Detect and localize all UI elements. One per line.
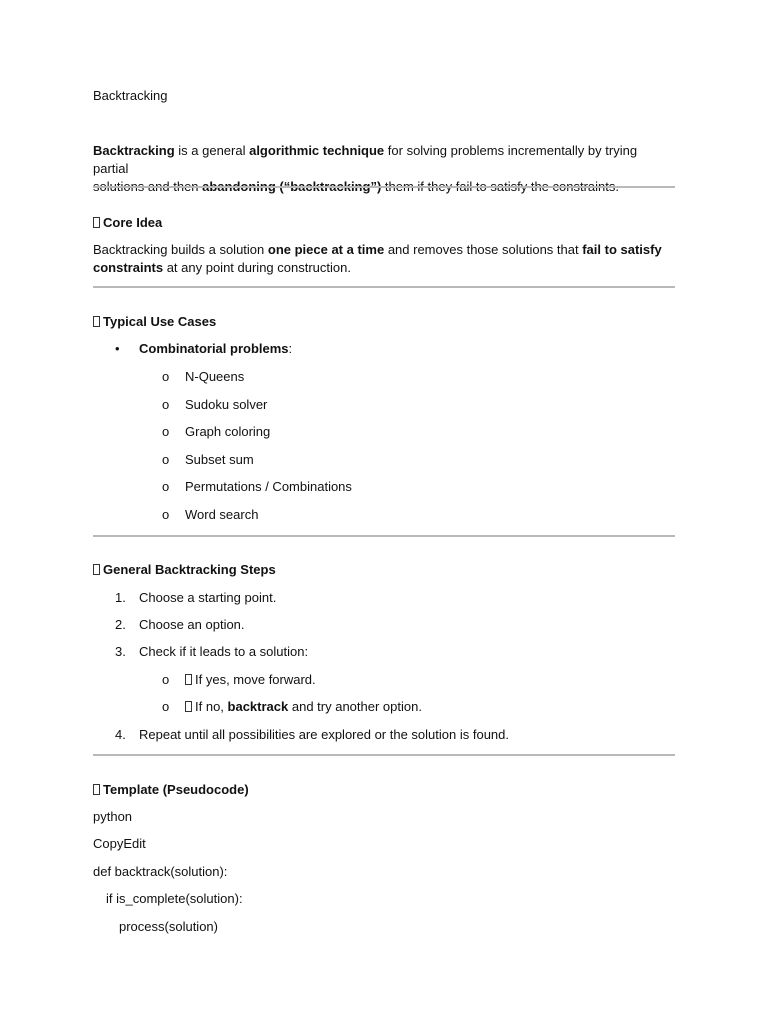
sub-bullet-marker: o (162, 397, 170, 412)
intro-emphasis: algorithmic technique (249, 143, 385, 158)
sub-bullet-marker: o (162, 507, 170, 522)
check-icon (185, 674, 192, 685)
step-text: Repeat until all possibilities are explored or the solution is found. (139, 727, 509, 742)
template-heading (93, 782, 249, 797)
cross-icon (185, 701, 192, 712)
sub-step (185, 672, 316, 687)
step-number: 4. (115, 727, 126, 742)
bookmark-icon (93, 316, 100, 327)
list-item: N-Queens (185, 369, 245, 384)
code-language-label: python (93, 809, 133, 824)
sub-bullet-marker: o (162, 479, 170, 494)
bookmark-icon (93, 564, 100, 575)
use-cases-heading-text: Typical Use Cases (103, 314, 217, 329)
steps-heading (93, 562, 276, 577)
divider (93, 535, 675, 537)
list-item: Subset sum (185, 452, 254, 467)
core-text: Backtracking builds a solution (93, 242, 268, 257)
step-text: Choose a starting point. (139, 590, 277, 605)
sub-step-emphasis: backtrack (227, 699, 289, 714)
code-line: if is_complete(solution): (106, 891, 243, 906)
sub-bullet-marker: o (162, 369, 170, 384)
bullet-marker: • (115, 341, 120, 356)
core-text: and removes those solutions that (384, 242, 583, 257)
use-cases-bullet (139, 341, 292, 356)
list-item: Word search (185, 507, 259, 522)
step-number: 3. (115, 644, 126, 659)
sub-step-text: and try another option. (288, 699, 422, 714)
core-idea-heading-text: Core Idea (103, 215, 163, 230)
core-emphasis: one piece at a time (267, 242, 385, 257)
step-number: 2. (115, 617, 126, 632)
code-line: def backtrack(solution): (93, 864, 228, 879)
bookmark-icon (93, 784, 100, 795)
use-cases-heading (93, 314, 216, 329)
sub-step (185, 699, 422, 714)
sub-step-text: If no, (195, 699, 228, 714)
template-heading-text: Template (Pseudocode) (103, 782, 249, 797)
intro-emphasis: abandoning (“backtracking”) (202, 179, 382, 194)
divider (93, 754, 675, 756)
bookmark-icon (93, 217, 100, 228)
core-emphasis: fail to satisfy (582, 242, 662, 257)
step-text: Check if it leads to a solution: (139, 644, 309, 659)
divider (93, 186, 675, 188)
sub-bullet-marker: o (162, 672, 170, 687)
list-item: Sudoku solver (185, 397, 268, 412)
intro-line-1 (93, 143, 637, 176)
step-number: 1. (115, 590, 126, 605)
sub-bullet-marker: o (162, 699, 170, 714)
code-line: process(solution) (119, 919, 218, 934)
sub-bullet-marker: o (162, 452, 170, 467)
intro-text: is a general (174, 143, 250, 158)
intro-term: Backtracking (93, 143, 175, 158)
step-text: Choose an option. (139, 617, 245, 632)
sub-step-text: If yes, move forward. (195, 672, 316, 687)
document-title: Backtracking (93, 88, 168, 103)
core-emphasis: constraints (93, 260, 164, 275)
bullet-colon: : (288, 341, 293, 356)
list-item: Graph coloring (185, 424, 271, 439)
sub-bullet-marker: o (162, 424, 170, 439)
intro-text: them if they fail to satisfy the constraints. (381, 179, 619, 194)
copy-edit-label: CopyEdit (93, 836, 146, 851)
core-text: at any point during construction. (163, 260, 351, 275)
list-item: Permutations / Combinations (185, 479, 352, 494)
intro-text: solutions and then (93, 179, 203, 194)
intro-text: for solving problems incrementally by trying partial (93, 143, 638, 176)
divider (93, 286, 675, 288)
bullet-label: Combinatorial problems (139, 341, 289, 356)
steps-heading-text: General Backtracking Steps (103, 562, 276, 577)
core-idea-paragraph (93, 241, 675, 277)
core-idea-heading (93, 215, 162, 230)
